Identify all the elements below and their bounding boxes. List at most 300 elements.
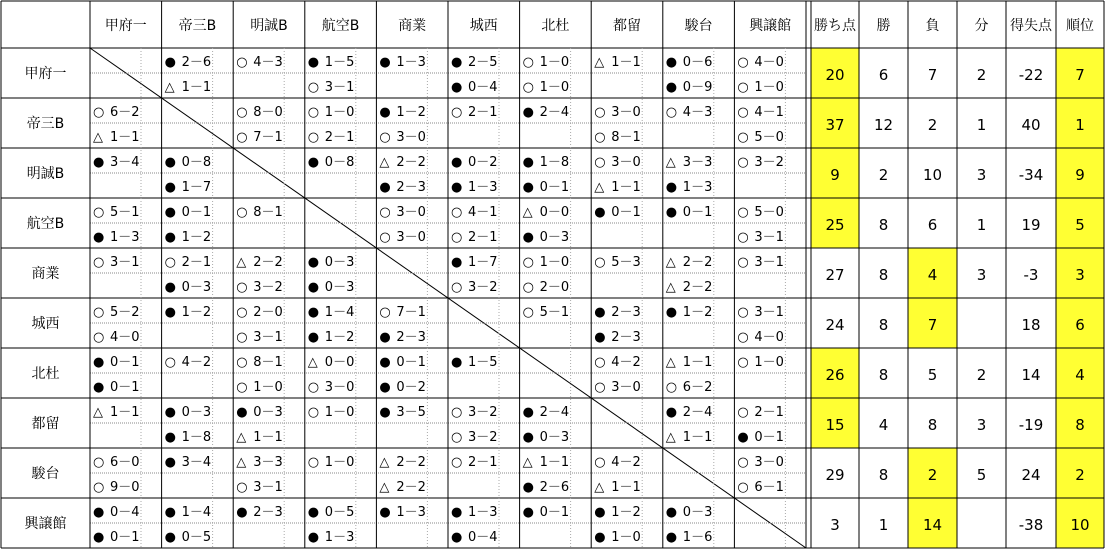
match-result-mark: ○ — [164, 255, 176, 270]
match-result-mark: ● — [164, 180, 176, 195]
match-score: 1－3 — [396, 55, 426, 70]
column-header-stat: 負 — [925, 18, 940, 34]
match-score: 2－0 — [539, 280, 570, 295]
stat-value-wins: 2 — [878, 166, 889, 184]
match-result-mark: ● — [737, 430, 749, 445]
match-result-mark: △ — [236, 430, 247, 445]
stat-value-points: 25 — [825, 216, 845, 234]
match-score: 1－6 — [682, 530, 713, 545]
match-score: 8－0 — [253, 105, 283, 120]
match-result-mark: ○ — [451, 430, 463, 445]
match-score: 3－0 — [611, 155, 641, 170]
match-score: 8－1 — [253, 205, 283, 220]
match-score: 3－0 — [611, 380, 641, 395]
match-score: 1－3 — [110, 230, 140, 245]
match-score: 5－2 — [110, 305, 140, 320]
row-header-team: 明誠B — [26, 166, 65, 182]
match-score: 1－3 — [468, 180, 498, 195]
match-result-mark: ○ — [522, 280, 534, 295]
match-result-mark: ● — [665, 180, 678, 195]
match-result-mark: ○ — [236, 380, 248, 395]
match-score: 5－0 — [754, 205, 784, 220]
match-result-mark: ○ — [379, 205, 391, 220]
match-result-mark: ● — [379, 380, 391, 395]
match-result-mark: ● — [307, 280, 320, 295]
match-score: 3－0 — [396, 130, 426, 145]
match-result-mark: ● — [594, 530, 606, 545]
match-result-mark: ● — [164, 505, 176, 520]
column-header-team: 興譲館 — [749, 18, 792, 34]
match-result-mark: ● — [665, 405, 678, 420]
match-score: 2－6 — [539, 480, 570, 495]
match-score: 9－0 — [110, 480, 140, 495]
match-score: 7－1 — [253, 130, 283, 145]
match-result-mark: ○ — [594, 380, 606, 395]
match-result-mark: △ — [522, 455, 533, 470]
match-result-mark: ● — [236, 505, 248, 520]
match-score: 6－0 — [110, 455, 140, 470]
match-result-mark: ○ — [522, 255, 534, 270]
match-score: 4－0 — [110, 330, 140, 345]
match-score: 1－2 — [396, 105, 426, 120]
match-result-mark: ○ — [451, 280, 463, 295]
match-result-mark: ● — [594, 505, 606, 520]
match-result-mark: △ — [93, 130, 103, 145]
match-score: 1－0 — [611, 530, 641, 545]
match-result-mark: ○ — [451, 205, 463, 220]
match-score: 1－1 — [682, 430, 713, 445]
stat-value-draws: 3 — [976, 416, 987, 434]
match-score: 4－2 — [611, 355, 641, 370]
match-score: 0－3 — [682, 505, 713, 520]
match-score: 4－2 — [611, 455, 641, 470]
match-result-mark: ● — [164, 230, 176, 245]
stat-value-draws: 3 — [976, 266, 987, 284]
column-header-team: 帝三B — [178, 18, 217, 34]
match-score: 4－1 — [754, 105, 784, 120]
match-result-mark: △ — [665, 155, 676, 170]
match-score: 5－3 — [611, 255, 641, 270]
match-score: 2－1 — [468, 105, 498, 120]
match-score: 5－1 — [539, 305, 570, 320]
match-result-mark: △ — [379, 480, 390, 495]
match-score: 0－1 — [539, 180, 570, 195]
match-score: 6－1 — [754, 480, 784, 495]
match-result-mark: △ — [307, 355, 318, 370]
match-score: 1－3 — [324, 530, 355, 545]
match-score: 3－1 — [253, 480, 283, 495]
match-score: 2－4 — [539, 105, 570, 120]
match-result-mark: ○ — [665, 105, 678, 120]
match-result-mark: ● — [307, 330, 320, 345]
match-score: 3－1 — [110, 255, 140, 270]
row-header-team: 城西 — [31, 316, 60, 332]
match-result-mark: ● — [93, 230, 105, 245]
match-result-mark: ● — [522, 480, 534, 495]
match-result-mark: ● — [164, 55, 176, 70]
row-header-team: 航空B — [26, 216, 65, 232]
match-result-mark: ○ — [594, 155, 606, 170]
stat-value-wins: 8 — [878, 266, 889, 284]
match-result-mark: ○ — [737, 105, 749, 120]
match-result-mark: ○ — [93, 455, 105, 470]
match-result-mark: △ — [93, 405, 103, 420]
match-score: 4－3 — [253, 55, 283, 70]
match-result-mark: ● — [379, 505, 391, 520]
match-score: 3－2 — [754, 155, 784, 170]
match-result-mark: △ — [522, 205, 533, 220]
match-result-mark: △ — [665, 280, 676, 295]
match-result-mark: ● — [665, 505, 678, 520]
match-result-mark: △ — [665, 430, 676, 445]
match-result-mark: ○ — [737, 355, 749, 370]
match-result-mark: △ — [379, 155, 390, 170]
match-score: 1－2 — [682, 305, 713, 320]
match-result-mark: ● — [522, 505, 534, 520]
match-score: 2－6 — [181, 55, 212, 70]
match-score: 5－0 — [754, 130, 784, 145]
match-result-mark: ● — [522, 405, 534, 420]
match-result-mark: ● — [164, 205, 176, 220]
column-header-team: 商業 — [398, 18, 427, 34]
match-score: 1－0 — [539, 55, 570, 70]
stat-value-losses: 14 — [922, 516, 943, 534]
match-score: 0－3 — [181, 405, 212, 420]
column-header-stat: 得失点 — [1010, 18, 1052, 34]
match-score: 1－1 — [539, 455, 570, 470]
match-result-mark: ● — [307, 155, 320, 170]
stat-value-points: 37 — [825, 116, 845, 134]
match-result-mark: ● — [451, 355, 463, 370]
match-score: 0－3 — [324, 280, 355, 295]
match-score: 2－3 — [611, 305, 641, 320]
match-score: 0－5 — [324, 505, 355, 520]
match-score: 0－3 — [253, 405, 283, 420]
match-result-mark: ● — [93, 380, 105, 395]
stat-value-losses: 4 — [927, 266, 938, 284]
column-header-team: 甲府一 — [104, 18, 147, 34]
match-result-mark: ○ — [594, 455, 606, 470]
match-result-mark: △ — [665, 255, 676, 270]
match-score: 4－0 — [754, 330, 784, 345]
match-score: 3－3 — [253, 455, 283, 470]
match-score: 2－2 — [396, 155, 426, 170]
match-result-mark: ○ — [93, 330, 105, 345]
match-score: 0－1 — [754, 430, 784, 445]
match-score: 3－2 — [468, 280, 498, 295]
match-score: 3－5 — [396, 405, 426, 420]
stat-value-rank: 8 — [1075, 416, 1085, 434]
match-score: 1－1 — [682, 355, 713, 370]
match-score: 1－0 — [754, 80, 784, 95]
match-result-mark: ● — [164, 455, 176, 470]
match-score: 0－3 — [181, 280, 212, 295]
match-score: 1－2 — [181, 305, 212, 320]
match-score: 1－0 — [324, 105, 355, 120]
match-score: 1－1 — [611, 180, 641, 195]
stat-value-rank: 5 — [1075, 216, 1085, 234]
match-score: 0－1 — [110, 530, 140, 545]
stat-value-losses: 7 — [927, 316, 938, 334]
stat-value-losses: 2 — [927, 466, 938, 484]
match-score: 5－1 — [110, 205, 140, 220]
match-result-mark: ● — [522, 105, 534, 120]
match-result-mark: ○ — [307, 105, 320, 120]
match-result-mark: ○ — [164, 355, 176, 370]
stat-value-points: 3 — [830, 516, 840, 534]
match-score: 1－7 — [468, 255, 498, 270]
match-result-mark: ● — [379, 105, 391, 120]
match-result-mark: ● — [379, 330, 391, 345]
column-header-stat: 勝ち点 — [814, 18, 856, 34]
match-score: 1－2 — [611, 505, 641, 520]
match-score: 0－9 — [682, 80, 713, 95]
stat-value-wins: 4 — [878, 416, 889, 434]
match-score: 8－1 — [253, 355, 283, 370]
row-header-team: 都留 — [31, 416, 60, 432]
match-score: 1－0 — [253, 380, 283, 395]
match-score: 4－3 — [682, 105, 713, 120]
match-result-mark: ○ — [594, 355, 606, 370]
stat-value-rank: 3 — [1075, 266, 1085, 284]
match-result-mark: ● — [93, 505, 105, 520]
stat-value-wins: 1 — [878, 516, 889, 534]
match-score: 0－8 — [324, 155, 355, 170]
match-score: 1－0 — [539, 80, 570, 95]
match-result-mark: ○ — [737, 230, 749, 245]
match-score: 1－0 — [539, 255, 570, 270]
match-result-mark: ● — [665, 205, 678, 220]
stat-value-points: 24 — [825, 316, 845, 334]
match-result-mark: ● — [164, 530, 176, 545]
row-header-team: 甲府一 — [24, 66, 67, 82]
match-score: 0－2 — [468, 155, 498, 170]
match-score: 0－1 — [396, 355, 426, 370]
match-result-mark: ○ — [737, 80, 749, 95]
stat-value-wins: 8 — [878, 216, 889, 234]
match-result-mark: ○ — [93, 205, 105, 220]
column-header-team: 航空B — [321, 18, 360, 34]
match-score: 0－3 — [539, 230, 570, 245]
match-result-mark: ○ — [307, 405, 320, 420]
match-score: 1－7 — [181, 180, 212, 195]
match-result-mark: ● — [451, 55, 463, 70]
match-result-mark: ● — [379, 180, 391, 195]
match-result-mark: ● — [379, 55, 391, 70]
match-result-mark: ○ — [236, 480, 248, 495]
match-score: 0－1 — [539, 505, 570, 520]
match-result-mark: ○ — [307, 80, 320, 95]
match-score: 3－0 — [324, 380, 355, 395]
match-result-mark: ● — [379, 355, 391, 370]
stat-value-losses: 8 — [927, 416, 938, 434]
match-result-mark: ○ — [594, 255, 606, 270]
match-score: 0－2 — [396, 380, 426, 395]
match-score: 1－0 — [324, 405, 355, 420]
match-score: 2－3 — [253, 505, 283, 520]
match-score: 3－0 — [611, 105, 641, 120]
match-result-mark: ○ — [451, 105, 463, 120]
match-result-mark: ● — [93, 530, 105, 545]
match-score: 3－1 — [253, 330, 283, 345]
match-score: 2－4 — [682, 405, 713, 420]
stat-value-draws: 1 — [976, 216, 987, 234]
stat-value-diff: 18 — [1021, 316, 1041, 334]
match-score: 2－1 — [181, 255, 212, 270]
match-score: 1－1 — [611, 55, 641, 70]
match-result-mark: ● — [522, 180, 534, 195]
match-score: 1－3 — [396, 505, 426, 520]
match-score: 0－4 — [468, 530, 498, 545]
match-score: 1－1 — [110, 405, 140, 420]
match-score: 1－0 — [324, 455, 355, 470]
match-score: 6－2 — [682, 380, 713, 395]
match-result-mark: △ — [236, 455, 247, 470]
stat-value-rank: 10 — [1070, 516, 1090, 534]
stat-value-points: 26 — [825, 366, 845, 384]
match-score: 4－0 — [754, 55, 784, 70]
match-result-mark: ● — [665, 55, 678, 70]
match-result-mark: ○ — [737, 155, 749, 170]
match-result-mark: ○ — [737, 405, 749, 420]
match-score: 1－4 — [181, 505, 212, 520]
match-result-mark: ○ — [93, 255, 105, 270]
match-result-mark: ● — [164, 430, 176, 445]
stat-value-diff: -38 — [1018, 516, 1044, 534]
match-result-mark: ○ — [379, 305, 391, 320]
stat-value-points: 15 — [825, 416, 845, 434]
match-score: 2－1 — [468, 230, 498, 245]
match-result-mark: ○ — [93, 105, 105, 120]
match-score: 2－3 — [611, 330, 641, 345]
match-score: 0－1 — [611, 205, 641, 220]
stat-value-losses: 10 — [922, 166, 943, 184]
column-header-stat: 分 — [974, 18, 989, 34]
match-result-mark: ○ — [451, 405, 463, 420]
match-result-mark: ○ — [594, 130, 606, 145]
match-result-mark: ● — [665, 530, 678, 545]
match-score: 0－5 — [181, 530, 212, 545]
match-score: 4－1 — [468, 205, 498, 220]
match-score: 1－3 — [468, 505, 498, 520]
stat-value-losses: 2 — [927, 116, 938, 134]
match-result-mark: ○ — [307, 130, 320, 145]
match-score: 1－8 — [181, 430, 212, 445]
stat-value-diff: 24 — [1021, 466, 1041, 484]
match-score: 0－1 — [181, 205, 212, 220]
match-result-mark: ● — [379, 405, 391, 420]
row-header-team: 駿台 — [31, 466, 60, 482]
match-result-mark: ● — [451, 505, 463, 520]
match-score: 1－5 — [324, 55, 355, 70]
column-header-team: 城西 — [469, 18, 498, 34]
stat-value-rank: 1 — [1075, 116, 1085, 134]
match-result-mark: ● — [665, 80, 678, 95]
stat-value-diff: -34 — [1018, 166, 1044, 184]
match-result-mark: ○ — [379, 130, 391, 145]
match-result-mark: ● — [451, 255, 463, 270]
match-score: 3－1 — [754, 255, 784, 270]
match-result-mark: △ — [594, 180, 605, 195]
match-result-mark: ○ — [236, 355, 248, 370]
match-score: 0－1 — [682, 205, 713, 220]
match-result-mark: ● — [164, 155, 176, 170]
match-score: 3－2 — [468, 405, 498, 420]
match-score: 2－4 — [539, 405, 570, 420]
column-header-stat: 順位 — [1066, 18, 1094, 34]
stat-value-diff: 14 — [1021, 366, 1041, 384]
match-result-mark: ○ — [307, 380, 320, 395]
match-result-mark: ● — [594, 205, 606, 220]
match-result-mark: ○ — [737, 305, 749, 320]
match-result-mark: ○ — [737, 205, 749, 220]
match-result-mark: ● — [93, 155, 105, 170]
match-result-mark: ○ — [93, 480, 105, 495]
column-header-team: 駿台 — [684, 18, 713, 34]
match-score: 0－8 — [181, 155, 212, 170]
match-score: 2－3 — [396, 330, 426, 345]
match-result-mark: ● — [93, 355, 105, 370]
match-score: 0－4 — [468, 80, 498, 95]
match-result-mark: △ — [164, 80, 175, 95]
column-header-team: 北杜 — [541, 18, 570, 34]
match-score: 1－1 — [181, 80, 212, 95]
match-score: 0－0 — [324, 355, 355, 370]
stat-value-losses: 5 — [927, 366, 938, 384]
match-result-mark: ● — [451, 155, 463, 170]
match-score: 2－2 — [253, 255, 283, 270]
match-result-mark: △ — [665, 355, 676, 370]
match-result-mark: ● — [451, 530, 463, 545]
match-result-mark: ● — [164, 405, 176, 420]
match-result-mark: ○ — [236, 105, 248, 120]
match-score: 3－2 — [253, 280, 283, 295]
stat-value-diff: -22 — [1018, 66, 1044, 84]
match-score: 2－2 — [682, 255, 713, 270]
match-result-mark: ○ — [236, 55, 248, 70]
match-result-mark: ○ — [451, 230, 463, 245]
match-result-mark: △ — [236, 255, 247, 270]
match-score: 1－1 — [611, 480, 641, 495]
match-result-mark: ● — [307, 505, 320, 520]
stat-value-points: 29 — [825, 466, 845, 484]
match-score: 7－1 — [396, 305, 426, 320]
match-score: 1－0 — [754, 355, 784, 370]
match-result-mark: ● — [665, 305, 678, 320]
match-score: 3－0 — [396, 205, 426, 220]
match-score: 3－0 — [396, 230, 426, 245]
match-score: 8－1 — [611, 130, 641, 145]
match-score: 3－4 — [181, 455, 212, 470]
row-header-team: 興譲館 — [24, 516, 67, 532]
match-score: 1－1 — [253, 430, 283, 445]
stat-value-losses: 7 — [927, 66, 938, 84]
match-result-mark: ● — [451, 80, 463, 95]
match-score: 1－8 — [539, 155, 570, 170]
stat-value-rank: 6 — [1075, 316, 1085, 334]
row-header-team: 商業 — [31, 266, 60, 282]
match-score: 6－2 — [110, 105, 140, 120]
row-header-team: 帝三B — [26, 116, 65, 132]
match-score: 3－3 — [682, 155, 713, 170]
match-score: 2－1 — [754, 405, 784, 420]
match-score: 3－1 — [754, 230, 784, 245]
stat-value-draws: 3 — [976, 166, 987, 184]
match-score: 2－2 — [682, 280, 713, 295]
match-result-mark: ○ — [236, 305, 248, 320]
match-result-mark: ○ — [522, 80, 534, 95]
stat-value-wins: 6 — [878, 66, 889, 84]
